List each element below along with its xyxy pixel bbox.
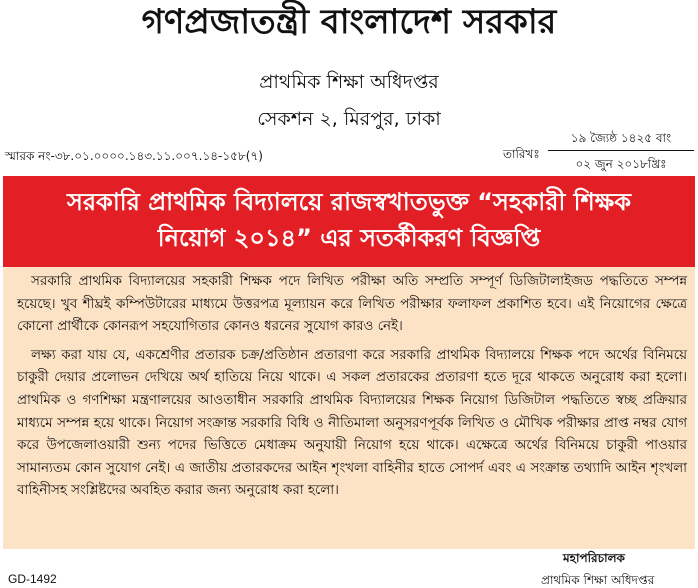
notice-paragraph-1: সরকারি প্রাথমিক বিদ্যালয়ের সহকারী শিক্ষক পদে লিখিত পরীক্ষা অতি সম্প্রতি সম্পূর্ণ ডিজিটালাইজড পদ্ধতিতে সম্পন্ন হয়েছে। খুব শীঘ্রই কম্পিউটারের মাধ্যমে উত্তরপত্র মূল্যায়ন করে লিখিত পরীক্ষার ফলাফল প্রকাশিত হবে। এই নিয়োগের ক্ষেত্রে কোনো প্রার্থীকে কোনরূপ সহযোগিতার কোনও ধরনের সুযোগ কারও নেই। — [17, 274, 687, 335]
notice-body — [3, 267, 695, 549]
office-name: প্রাথমিক শিক্ষা অধিদপ্তর — [259, 71, 439, 93]
government-title: গণপ্রজাতন্ত্রী বাংলাদেশ সরকার — [141, 2, 557, 42]
memo-number: স্মারক নং-৩৮.০১.০০০০.১৪৩.১১.০০৭.১৪-১৫৮(৭) — [5, 149, 263, 163]
banner-line-2: নিয়োগ ২০১৪” এর সতর্কীকরণ বিজ্ঞপ্তি — [157, 224, 541, 252]
signatory-designation: মহাপরিচালক — [563, 551, 625, 565]
date-label: তারিখঃ — [503, 147, 540, 161]
office-address: সেকশন ২, মিরপুর, ঢাকা — [257, 108, 441, 130]
signatory-office: প্রাথমিক শিক্ষা অধিদপ্তর — [541, 573, 655, 587]
date-gregorian: ০২ জুন ২০১৮খ্রিঃ — [575, 157, 667, 171]
notice-title-banner — [3, 176, 695, 267]
date-bangla: ১৯ জ্যৈষ্ঠ ১৪২৫ বাং — [548, 130, 694, 151]
banner-line-1: সরকারি প্রাথমিক বিদ্যালয়ে রাজস্বখাতভুক্ত “সহকারী শিক্ষক — [67, 188, 631, 216]
notice-paragraph-2: লক্ষ্য করা যায় যে, একশ্রেণীর প্রতারক চক্র/প্রতিষ্ঠান প্রতারণা করে সরকারি প্রাথমিক বিদ্যালয়ে শিক্ষক পদে অর্থের বিনিময়ে চাকুরী দেয়ার প্রলোভন দেখিয়ে অর্থ হাতিয়ে নিয়ে থাকে। এ সকল প্রতারকের প্রতারণা হতে দূরে থাকতে অনুরোধ করা হলো। প্রাথমিক ও গণশিক্ষা মন্ত্রণালয়ের আওতাধীন সরকারি প্রাথমিক বিদ্যালয়ের শিক্ষক নিয়োগ ডিজিটাল পদ্ধতিতে স্বচ্ছ প্রক্রিয়ার মাধ্যমে সম্পন্ন হয়ে থাকে। নিয়োগ সংক্রান্ত সরকারি বিধি ও নীতিমালা অনুসরণপূর্বক লিখিত ও মৌখিক পরীক্ষার প্রাপ্ত নম্বর যোগ করে উপজেলাওয়ারী শুন্য পদের ভিত্তিতে মেধাক্রম অনুযায়ী নিয়োগ হয়ে থাকে। এক্ষেত্রে অর্থের বিনিময়ে চাকুরী পাওয়ার সামান্যতম কোন সুযোগ নেই। এ জাতীয় প্রতারকদের আইন শৃংখলা বাহিনীর হাতে সোপর্দ এবং এ সংক্রান্ত তথ্যাদি আইন শৃংখলা বাহিনীসহ সংশ্লিষ্টদের অবহিত করার জন্য অনুরোধ করা হলো। — [17, 347, 687, 499]
gd-code: GD-1492 — [8, 572, 57, 586]
date-block — [548, 130, 694, 172]
